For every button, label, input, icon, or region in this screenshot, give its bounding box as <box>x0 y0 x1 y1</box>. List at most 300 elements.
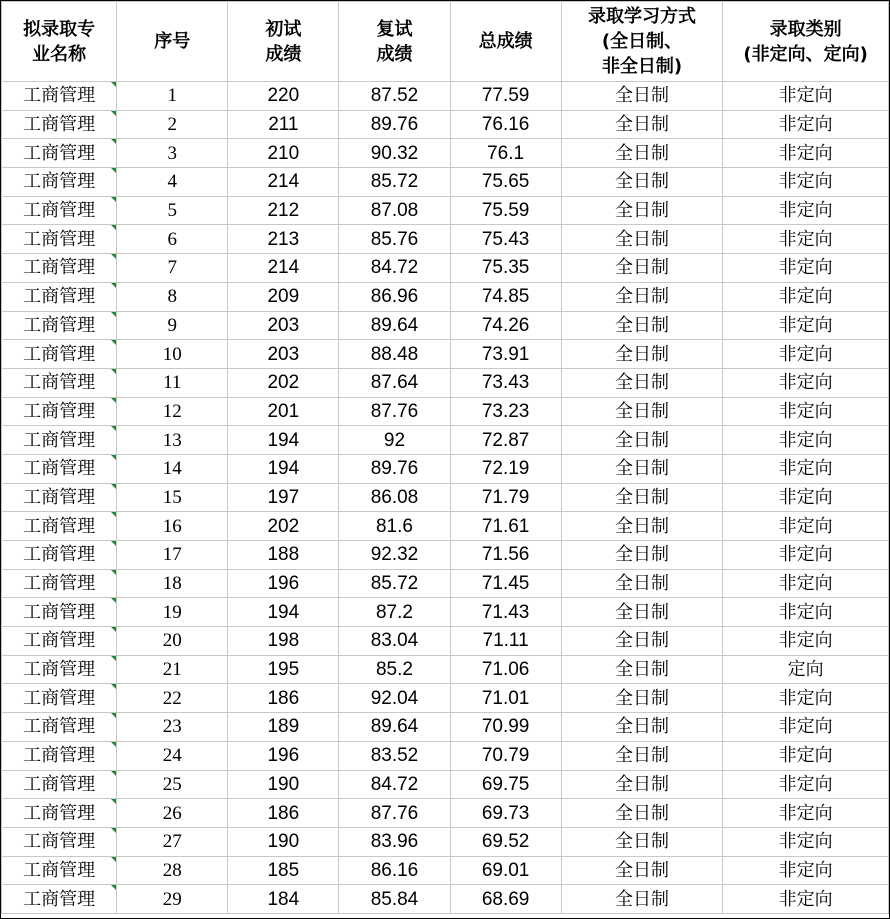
total-score-cell[interactable] <box>450 397 561 426</box>
seq-cell-value: 19 <box>162 601 182 623</box>
study-mode-cell[interactable] <box>561 454 723 483</box>
retest-score-cell[interactable] <box>339 856 450 885</box>
retest-score-cell[interactable] <box>339 196 450 225</box>
total-score-cell[interactable] <box>450 426 561 455</box>
seq-cell[interactable] <box>117 110 228 139</box>
seq-cell-value: 8 <box>167 286 177 308</box>
study-mode-cell[interactable] <box>561 225 723 254</box>
retest-score-cell[interactable] <box>339 311 450 340</box>
retest-score-cell[interactable] <box>339 426 450 455</box>
seq-cell[interactable] <box>117 282 228 311</box>
header-study-mode-line: 录取学习方式 <box>587 6 696 27</box>
admission-type-cell[interactable] <box>723 512 889 541</box>
retest-score-cell[interactable] <box>339 827 450 856</box>
admission-type-cell[interactable] <box>723 598 889 627</box>
initial-score-cell-value: 184 <box>267 888 300 910</box>
initial-score-cell[interactable] <box>228 598 339 627</box>
retest-score-cell[interactable] <box>339 770 450 799</box>
initial-score-cell-value: 188 <box>267 544 300 566</box>
major-cell[interactable] <box>2 225 117 254</box>
study-mode-cell[interactable] <box>561 311 723 340</box>
major-cell[interactable] <box>2 885 117 914</box>
retest-score-cell[interactable] <box>339 483 450 512</box>
retest-score-cell[interactable] <box>339 110 450 139</box>
retest-score-cell[interactable] <box>339 569 450 598</box>
initial-score-cell[interactable] <box>228 799 339 828</box>
initial-score-cell[interactable] <box>228 512 339 541</box>
study-mode-cell[interactable] <box>561 110 723 139</box>
admission-type-cell-value: 非定向 <box>778 314 833 336</box>
admission-type-cell-value: 非定向 <box>778 486 833 508</box>
seq-cell[interactable] <box>117 541 228 570</box>
retest-score-cell-value: 85.84 <box>370 888 419 910</box>
study-mode-cell[interactable] <box>561 340 723 369</box>
seq-cell[interactable] <box>117 225 228 254</box>
total-score-cell[interactable] <box>450 856 561 885</box>
study-mode-cell[interactable] <box>561 426 723 455</box>
initial-score-cell[interactable] <box>228 397 339 426</box>
admission-type-cell[interactable] <box>723 139 889 168</box>
seq-cell[interactable] <box>117 340 228 369</box>
admission-type-cell-value: 非定向 <box>778 888 833 910</box>
major-cell-value: 工商管理 <box>23 745 96 767</box>
cell-marker-icon <box>111 168 116 173</box>
major-cell[interactable] <box>2 684 117 713</box>
initial-score-cell[interactable] <box>228 426 339 455</box>
total-score-cell[interactable] <box>450 340 561 369</box>
initial-score-cell[interactable] <box>228 741 339 770</box>
study-mode-cell[interactable] <box>561 82 723 111</box>
study-mode-cell-value: 全日制 <box>614 429 669 451</box>
total-score-cell[interactable] <box>450 627 561 656</box>
study-mode-cell[interactable] <box>561 368 723 397</box>
total-score-cell[interactable] <box>450 655 561 684</box>
major-cell[interactable] <box>2 799 117 828</box>
study-mode-cell[interactable] <box>561 627 723 656</box>
initial-score-cell[interactable] <box>228 713 339 742</box>
seq-cell[interactable] <box>117 397 228 426</box>
retest-score-cell-value: 87.52 <box>370 85 419 107</box>
admission-type-cell[interactable] <box>723 713 889 742</box>
total-score-cell[interactable] <box>450 82 561 111</box>
major-cell[interactable] <box>2 340 117 369</box>
initial-score-cell[interactable] <box>228 139 339 168</box>
table-row <box>2 827 889 856</box>
total-score-cell-value: 69.75 <box>481 773 530 795</box>
retest-score-cell[interactable] <box>339 512 450 541</box>
table-row <box>2 196 889 225</box>
total-score-cell[interactable] <box>450 483 561 512</box>
initial-score-cell-value: 202 <box>267 372 300 394</box>
initial-score-cell[interactable] <box>228 569 339 598</box>
initial-score-cell[interactable] <box>228 541 339 570</box>
admission-type-cell-value: 非定向 <box>778 802 833 824</box>
study-mode-cell-value: 全日制 <box>614 687 669 709</box>
major-cell[interactable] <box>2 655 117 684</box>
admission-type-cell[interactable] <box>723 655 889 684</box>
retest-score-cell-value: 81.6 <box>375 515 413 537</box>
retest-score-cell[interactable] <box>339 397 450 426</box>
cell-marker-icon <box>111 340 116 345</box>
study-mode-cell[interactable] <box>561 598 723 627</box>
admission-type-cell[interactable] <box>723 799 889 828</box>
admission-type-cell[interactable] <box>723 225 889 254</box>
admission-type-cell-value: 非定向 <box>778 400 833 422</box>
table-row <box>2 110 889 139</box>
admission-type-cell-value: 非定向 <box>778 831 833 853</box>
admission-type-cell-value: 非定向 <box>778 859 833 881</box>
initial-score-cell[interactable] <box>228 655 339 684</box>
seq-cell-value: 2 <box>167 114 177 136</box>
total-score-cell[interactable] <box>450 110 561 139</box>
table-row <box>2 770 889 799</box>
table-row <box>2 397 889 426</box>
major-cell-value: 工商管理 <box>23 573 96 595</box>
cell-marker-icon <box>111 541 116 546</box>
header-study-mode-line: 非全日制) <box>601 56 683 77</box>
seq-cell-value: 15 <box>162 486 182 508</box>
total-score-cell[interactable] <box>450 139 561 168</box>
total-score-cell-value: 73.43 <box>481 372 530 394</box>
major-cell[interactable] <box>2 512 117 541</box>
initial-score-cell-value: 196 <box>267 573 300 595</box>
total-score-cell[interactable] <box>450 254 561 283</box>
major-cell[interactable] <box>2 627 117 656</box>
seq-cell[interactable] <box>117 627 228 656</box>
total-score-cell[interactable] <box>450 512 561 541</box>
initial-score-cell[interactable] <box>228 82 339 111</box>
seq-cell[interactable] <box>117 254 228 283</box>
seq-cell[interactable] <box>117 168 228 197</box>
major-cell-value: 工商管理 <box>23 831 96 853</box>
major-cell[interactable] <box>2 713 117 742</box>
major-cell-value: 工商管理 <box>23 659 96 681</box>
study-mode-cell-value: 全日制 <box>614 200 669 222</box>
seq-cell[interactable] <box>117 82 228 111</box>
retest-score-cell[interactable] <box>339 139 450 168</box>
seq-cell[interactable] <box>117 827 228 856</box>
major-cell[interactable] <box>2 196 117 225</box>
study-mode-cell[interactable] <box>561 741 723 770</box>
initial-score-cell[interactable] <box>228 770 339 799</box>
retest-score-cell[interactable] <box>339 598 450 627</box>
retest-score-cell[interactable] <box>339 282 450 311</box>
cell-marker-icon <box>111 828 116 833</box>
retest-score-cell[interactable] <box>339 340 450 369</box>
retest-score-cell[interactable] <box>339 741 450 770</box>
retest-score-cell[interactable] <box>339 541 450 570</box>
retest-score-cell[interactable] <box>339 225 450 254</box>
major-cell[interactable] <box>2 311 117 340</box>
total-score-cell[interactable] <box>450 684 561 713</box>
retest-score-cell-value: 87.64 <box>370 372 419 394</box>
total-score-cell-value: 74.85 <box>481 286 530 308</box>
table-row <box>2 82 889 111</box>
initial-score-cell-value: 198 <box>267 630 300 652</box>
initial-score-cell[interactable] <box>228 684 339 713</box>
study-mode-cell[interactable] <box>561 799 723 828</box>
admission-type-cell[interactable] <box>723 885 889 914</box>
study-mode-cell-value: 全日制 <box>614 515 669 537</box>
seq-cell-value: 7 <box>167 257 177 279</box>
initial-score-cell[interactable] <box>228 885 339 914</box>
major-cell[interactable] <box>2 368 117 397</box>
admission-type-cell[interactable] <box>723 569 889 598</box>
retest-score-cell[interactable] <box>339 254 450 283</box>
retest-score-cell[interactable] <box>339 368 450 397</box>
cell-marker-icon <box>111 771 116 776</box>
table-body <box>2 82 889 914</box>
admission-type-cell[interactable] <box>723 168 889 197</box>
total-score-cell[interactable] <box>450 569 561 598</box>
admission-type-cell[interactable] <box>723 541 889 570</box>
initial-score-cell[interactable] <box>228 311 339 340</box>
total-score-cell[interactable] <box>450 196 561 225</box>
admission-type-cell[interactable] <box>723 856 889 885</box>
major-cell[interactable] <box>2 454 117 483</box>
table-row <box>2 885 889 914</box>
initial-score-cell[interactable] <box>228 483 339 512</box>
study-mode-cell[interactable] <box>561 196 723 225</box>
study-mode-cell[interactable] <box>561 483 723 512</box>
initial-score-cell-value: 196 <box>267 745 300 767</box>
table-row <box>2 139 889 168</box>
seq-cell-value: 28 <box>162 859 182 881</box>
seq-cell-value: 17 <box>162 544 182 566</box>
admission-type-cell[interactable] <box>723 397 889 426</box>
retest-score-cell-value: 86.96 <box>370 286 419 308</box>
study-mode-cell[interactable] <box>561 770 723 799</box>
retest-score-cell[interactable] <box>339 82 450 111</box>
total-score-cell-value: 68.69 <box>481 888 530 910</box>
study-mode-cell-value: 全日制 <box>614 400 669 422</box>
table-row <box>2 483 889 512</box>
retest-score-cell[interactable] <box>339 713 450 742</box>
admission-type-cell-value: 非定向 <box>778 458 833 480</box>
study-mode-cell[interactable] <box>561 684 723 713</box>
cell-marker-icon <box>111 225 116 230</box>
retest-score-cell[interactable] <box>339 684 450 713</box>
seq-cell[interactable] <box>117 512 228 541</box>
study-mode-cell-value: 全日制 <box>614 314 669 336</box>
initial-score-cell[interactable] <box>228 254 339 283</box>
major-cell[interactable] <box>2 598 117 627</box>
table-row <box>2 684 889 713</box>
major-cell[interactable] <box>2 168 117 197</box>
initial-score-cell[interactable] <box>228 168 339 197</box>
seq-cell[interactable] <box>117 483 228 512</box>
retest-score-cell-value: 85.2 <box>375 659 413 681</box>
admission-type-cell-value: 非定向 <box>778 142 833 164</box>
retest-score-cell[interactable] <box>339 168 450 197</box>
major-cell[interactable] <box>2 827 117 856</box>
admission-type-cell[interactable] <box>723 684 889 713</box>
study-mode-cell-value: 全日制 <box>614 544 669 566</box>
admission-type-cell[interactable] <box>723 196 889 225</box>
admission-type-cell[interactable] <box>723 827 889 856</box>
study-mode-cell[interactable] <box>561 827 723 856</box>
total-score-cell[interactable] <box>450 885 561 914</box>
admission-type-cell-value: 非定向 <box>778 257 833 279</box>
table-row <box>2 627 889 656</box>
admission-type-cell[interactable] <box>723 741 889 770</box>
seq-cell[interactable] <box>117 770 228 799</box>
total-score-cell[interactable] <box>450 454 561 483</box>
major-cell[interactable] <box>2 426 117 455</box>
seq-cell[interactable] <box>117 655 228 684</box>
admission-type-cell[interactable] <box>723 82 889 111</box>
study-mode-cell-value: 全日制 <box>614 831 669 853</box>
retest-score-cell-value: 92.32 <box>370 544 419 566</box>
admission-type-cell[interactable] <box>723 340 889 369</box>
major-cell-value: 工商管理 <box>23 773 96 795</box>
major-cell[interactable] <box>2 139 117 168</box>
seq-cell-value: 29 <box>162 888 182 910</box>
study-mode-cell[interactable] <box>561 655 723 684</box>
cell-marker-icon <box>111 570 116 575</box>
study-mode-cell[interactable] <box>561 885 723 914</box>
major-cell[interactable] <box>2 741 117 770</box>
table-row <box>2 168 889 197</box>
major-cell[interactable] <box>2 856 117 885</box>
initial-score-cell[interactable] <box>228 627 339 656</box>
admission-type-cell[interactable] <box>723 368 889 397</box>
admission-type-cell[interactable] <box>723 770 889 799</box>
major-cell[interactable] <box>2 541 117 570</box>
header-admission-type-line: 录取类别 <box>769 18 842 40</box>
study-mode-cell-value: 全日制 <box>614 859 669 881</box>
initial-score-cell-value: 220 <box>267 85 300 107</box>
major-cell[interactable] <box>2 397 117 426</box>
admission-type-cell-value: 非定向 <box>778 745 833 767</box>
total-score-cell-value: 72.87 <box>481 429 530 451</box>
retest-score-cell[interactable] <box>339 627 450 656</box>
initial-score-cell-value: 214 <box>267 257 300 279</box>
total-score-cell[interactable] <box>450 827 561 856</box>
retest-score-cell[interactable] <box>339 655 450 684</box>
major-cell-value: 工商管理 <box>23 515 96 537</box>
seq-cell[interactable] <box>117 426 228 455</box>
total-score-cell[interactable] <box>450 598 561 627</box>
study-mode-cell[interactable] <box>561 569 723 598</box>
initial-score-cell-value: 186 <box>267 802 300 824</box>
admission-type-cell-value: 非定向 <box>778 573 833 595</box>
study-mode-cell-value: 全日制 <box>614 486 669 508</box>
admission-type-cell[interactable] <box>723 282 889 311</box>
admission-type-cell[interactable] <box>723 627 889 656</box>
total-score-cell[interactable] <box>450 311 561 340</box>
seq-cell[interactable] <box>117 799 228 828</box>
retest-score-cell-value: 83.04 <box>370 630 419 652</box>
header-initial-score-line: 成绩 <box>265 43 302 65</box>
study-mode-cell[interactable] <box>561 254 723 283</box>
retest-score-cell[interactable] <box>339 885 450 914</box>
major-cell[interactable] <box>2 770 117 799</box>
total-score-cell[interactable] <box>450 741 561 770</box>
cell-marker-icon <box>111 598 116 603</box>
total-score-cell[interactable] <box>450 770 561 799</box>
seq-cell[interactable] <box>117 454 228 483</box>
seq-cell[interactable] <box>117 569 228 598</box>
total-score-cell[interactable] <box>450 799 561 828</box>
table-row <box>2 569 889 598</box>
seq-cell[interactable] <box>117 713 228 742</box>
initial-score-cell[interactable] <box>228 225 339 254</box>
seq-cell[interactable] <box>117 368 228 397</box>
total-score-cell[interactable] <box>450 225 561 254</box>
study-mode-cell[interactable] <box>561 282 723 311</box>
study-mode-cell[interactable] <box>561 512 723 541</box>
total-score-cell[interactable] <box>450 168 561 197</box>
initial-score-cell[interactable] <box>228 196 339 225</box>
admission-type-cell[interactable] <box>723 426 889 455</box>
initial-score-cell[interactable] <box>228 368 339 397</box>
initial-score-cell[interactable] <box>228 282 339 311</box>
major-cell[interactable] <box>2 483 117 512</box>
study-mode-cell[interactable] <box>561 168 723 197</box>
study-mode-cell-value: 全日制 <box>614 630 669 652</box>
total-score-cell-value: 76.1 <box>487 142 525 164</box>
study-mode-cell[interactable] <box>561 856 723 885</box>
major-cell-value: 工商管理 <box>23 286 96 308</box>
initial-score-cell-value: 197 <box>267 486 300 508</box>
study-mode-cell[interactable] <box>561 397 723 426</box>
seq-cell[interactable] <box>117 598 228 627</box>
major-cell-value: 工商管理 <box>23 228 96 250</box>
admission-type-cell[interactable] <box>723 254 889 283</box>
seq-cell[interactable] <box>117 196 228 225</box>
seq-cell[interactable] <box>117 885 228 914</box>
major-cell[interactable] <box>2 569 117 598</box>
initial-score-cell-value: 186 <box>267 687 300 709</box>
retest-score-cell[interactable] <box>339 799 450 828</box>
major-cell[interactable] <box>2 110 117 139</box>
study-mode-cell-value: 全日制 <box>614 228 669 250</box>
header-study-mode <box>561 2 723 82</box>
cell-marker-icon <box>111 512 116 517</box>
major-cell[interactable] <box>2 82 117 111</box>
total-score-cell[interactable] <box>450 713 561 742</box>
admission-type-cell[interactable] <box>723 454 889 483</box>
table-row <box>2 598 889 627</box>
study-mode-cell[interactable] <box>561 541 723 570</box>
total-score-cell[interactable] <box>450 541 561 570</box>
initial-score-cell[interactable] <box>228 856 339 885</box>
major-cell[interactable] <box>2 282 117 311</box>
study-mode-cell[interactable] <box>561 713 723 742</box>
retest-score-cell[interactable] <box>339 454 450 483</box>
seq-cell[interactable] <box>117 856 228 885</box>
total-score-cell[interactable] <box>450 368 561 397</box>
seq-cell[interactable] <box>117 741 228 770</box>
initial-score-cell[interactable] <box>228 110 339 139</box>
seq-cell[interactable] <box>117 311 228 340</box>
study-mode-cell[interactable] <box>561 139 723 168</box>
seq-cell[interactable] <box>117 139 228 168</box>
admission-type-cell[interactable] <box>723 483 889 512</box>
seq-cell[interactable] <box>117 684 228 713</box>
major-cell-value: 工商管理 <box>23 601 96 623</box>
admission-type-cell[interactable] <box>723 110 889 139</box>
initial-score-cell[interactable] <box>228 340 339 369</box>
admission-type-cell[interactable] <box>723 311 889 340</box>
total-score-cell-value: 73.23 <box>481 400 530 422</box>
header-initial-score <box>228 2 339 82</box>
initial-score-cell[interactable] <box>228 454 339 483</box>
major-cell[interactable] <box>2 254 117 283</box>
total-score-cell[interactable] <box>450 282 561 311</box>
initial-score-cell[interactable] <box>228 827 339 856</box>
